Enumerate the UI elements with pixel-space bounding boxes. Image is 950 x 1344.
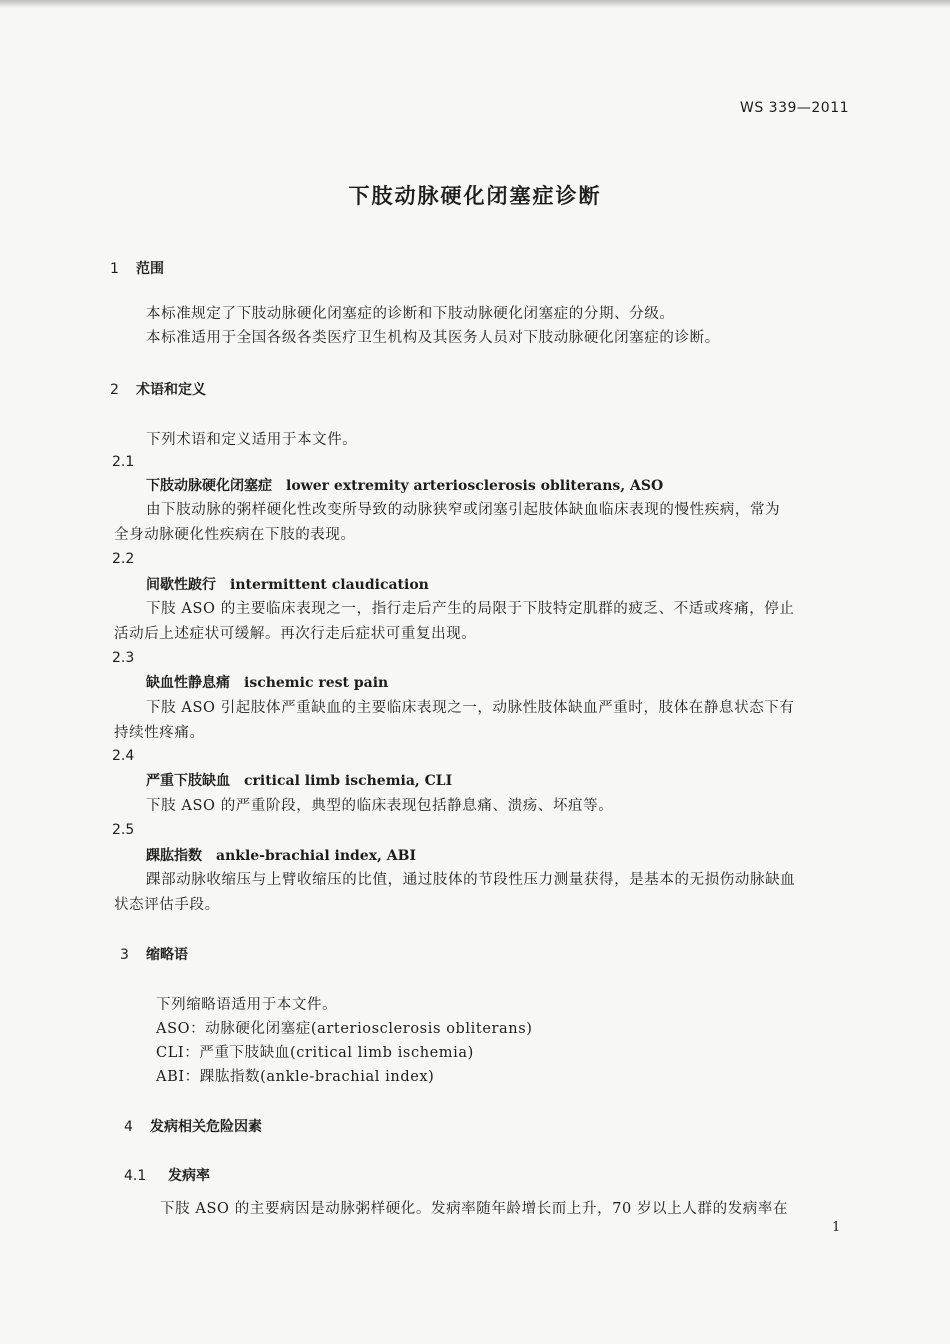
term-number: 2.2: [112, 551, 135, 567]
term-heading: [146, 475, 663, 495]
section-3-heading: [120, 944, 188, 964]
section-number: 1: [110, 261, 119, 277]
paragraph: 本标准规定了下肢动脉硬化闭塞症的诊断和下肢动脉硬化闭塞症的分期、分级。: [146, 306, 675, 322]
section-number: 4: [124, 1119, 133, 1135]
definition-line: 踝部动脉收缩压与上臂收缩压的比值，通过肢体的节段性压力测量获得，是基本的无损伤动脉缺血: [146, 872, 796, 888]
abbreviation-abi: ABI：踝肱指数(ankle-brachial index): [156, 1069, 435, 1085]
section-2-heading: [110, 379, 206, 399]
term-en: ischemic rest pain: [244, 675, 389, 691]
subsection-number: 4.1: [124, 1168, 147, 1184]
page-number: 1: [832, 1220, 841, 1235]
term-en: intermittent claudication: [230, 577, 429, 593]
term-zh: 严重下肢缺血: [146, 773, 230, 789]
document-title: 下肢动脉硬化闭塞症诊断: [348, 184, 602, 208]
term-number: 2.3: [112, 650, 135, 666]
term-heading: [146, 672, 388, 692]
term-zh: 踝肱指数: [146, 848, 202, 864]
term-number: 2.1: [112, 454, 135, 470]
term-number: 2.5: [112, 822, 135, 838]
abbreviation-aso: ASO：动脉硬化闭塞症(arteriosclerosis obliterans): [156, 1021, 533, 1037]
standard-number: WS 339—2011: [740, 100, 850, 116]
section-number: 2: [110, 382, 119, 398]
section-4-heading: [124, 1116, 262, 1136]
term-zh: 下肢动脉硬化闭塞症: [146, 478, 272, 494]
term-heading: [146, 770, 452, 790]
section-title: 发病相关危险因素: [150, 1119, 262, 1135]
section-title: 术语和定义: [136, 382, 206, 398]
subsection-title: 发病率: [168, 1168, 210, 1184]
term-en: critical limb ischemia, CLI: [244, 773, 453, 789]
section-title: 范围: [136, 261, 164, 277]
section-number: 3: [120, 947, 129, 963]
term-number: 2.4: [112, 748, 135, 764]
definition-line: 下肢 ASO 的严重阶段，典型的临床表现包括静息痛、溃疡、坏疽等。: [146, 798, 614, 814]
definition-line: 全身动脉硬化性疾病在下肢的表现。: [114, 527, 356, 543]
section-1-heading: [110, 258, 164, 278]
definition-line: 状态评估手段。: [114, 897, 220, 913]
term-zh: 间歇性跛行: [146, 577, 216, 593]
abbreviation-cli: CLI：严重下肢缺血(critical limb ischemia): [156, 1045, 474, 1061]
term-en: lower extremity arteriosclerosis obliterans, ASO: [286, 478, 664, 494]
definition-line: 下肢 ASO 的主要临床表现之一，指行走后产生的局限于下肢特定肌群的疲乏、不适或疼痛，停止: [146, 601, 795, 617]
definition-line: 持续性疼痛。: [114, 725, 205, 741]
section-title: 缩略语: [146, 947, 188, 963]
term-en: ankle-brachial index, ABI: [216, 848, 417, 864]
term-zh: 缺血性静息痛: [146, 675, 230, 691]
paragraph: 下肢 ASO 的主要病因是动脉粥样硬化。发病率随年龄增长而上升，70 岁以上人群的发病率在: [160, 1201, 789, 1217]
paragraph: 下列术语和定义适用于本文件。: [146, 432, 358, 448]
term-heading: [146, 845, 416, 865]
definition-line: 由下肢动脉的粥样硬化性改变所导致的动脉狭窄或闭塞引起肢体缺血临床表现的慢性疾病，常为: [146, 502, 781, 518]
definition-line: 活动后上述症状可缓解。再次行走后症状可重复出现。: [114, 626, 477, 642]
scan-edge: [0, 0, 950, 8]
paragraph: 本标准适用于全国各级各类医疗卫生机构及其医务人员对下肢动脉硬化闭塞症的诊断。: [146, 330, 720, 346]
paragraph: 下列缩略语适用于本文件。: [156, 997, 338, 1013]
term-heading: [146, 574, 429, 594]
subsection-4-1-heading: [124, 1165, 210, 1185]
definition-line: 下肢 ASO 引起肢体严重缺血的主要临床表现之一，动脉性肢体缺血严重时，肢体在静息状态下有: [146, 700, 795, 716]
